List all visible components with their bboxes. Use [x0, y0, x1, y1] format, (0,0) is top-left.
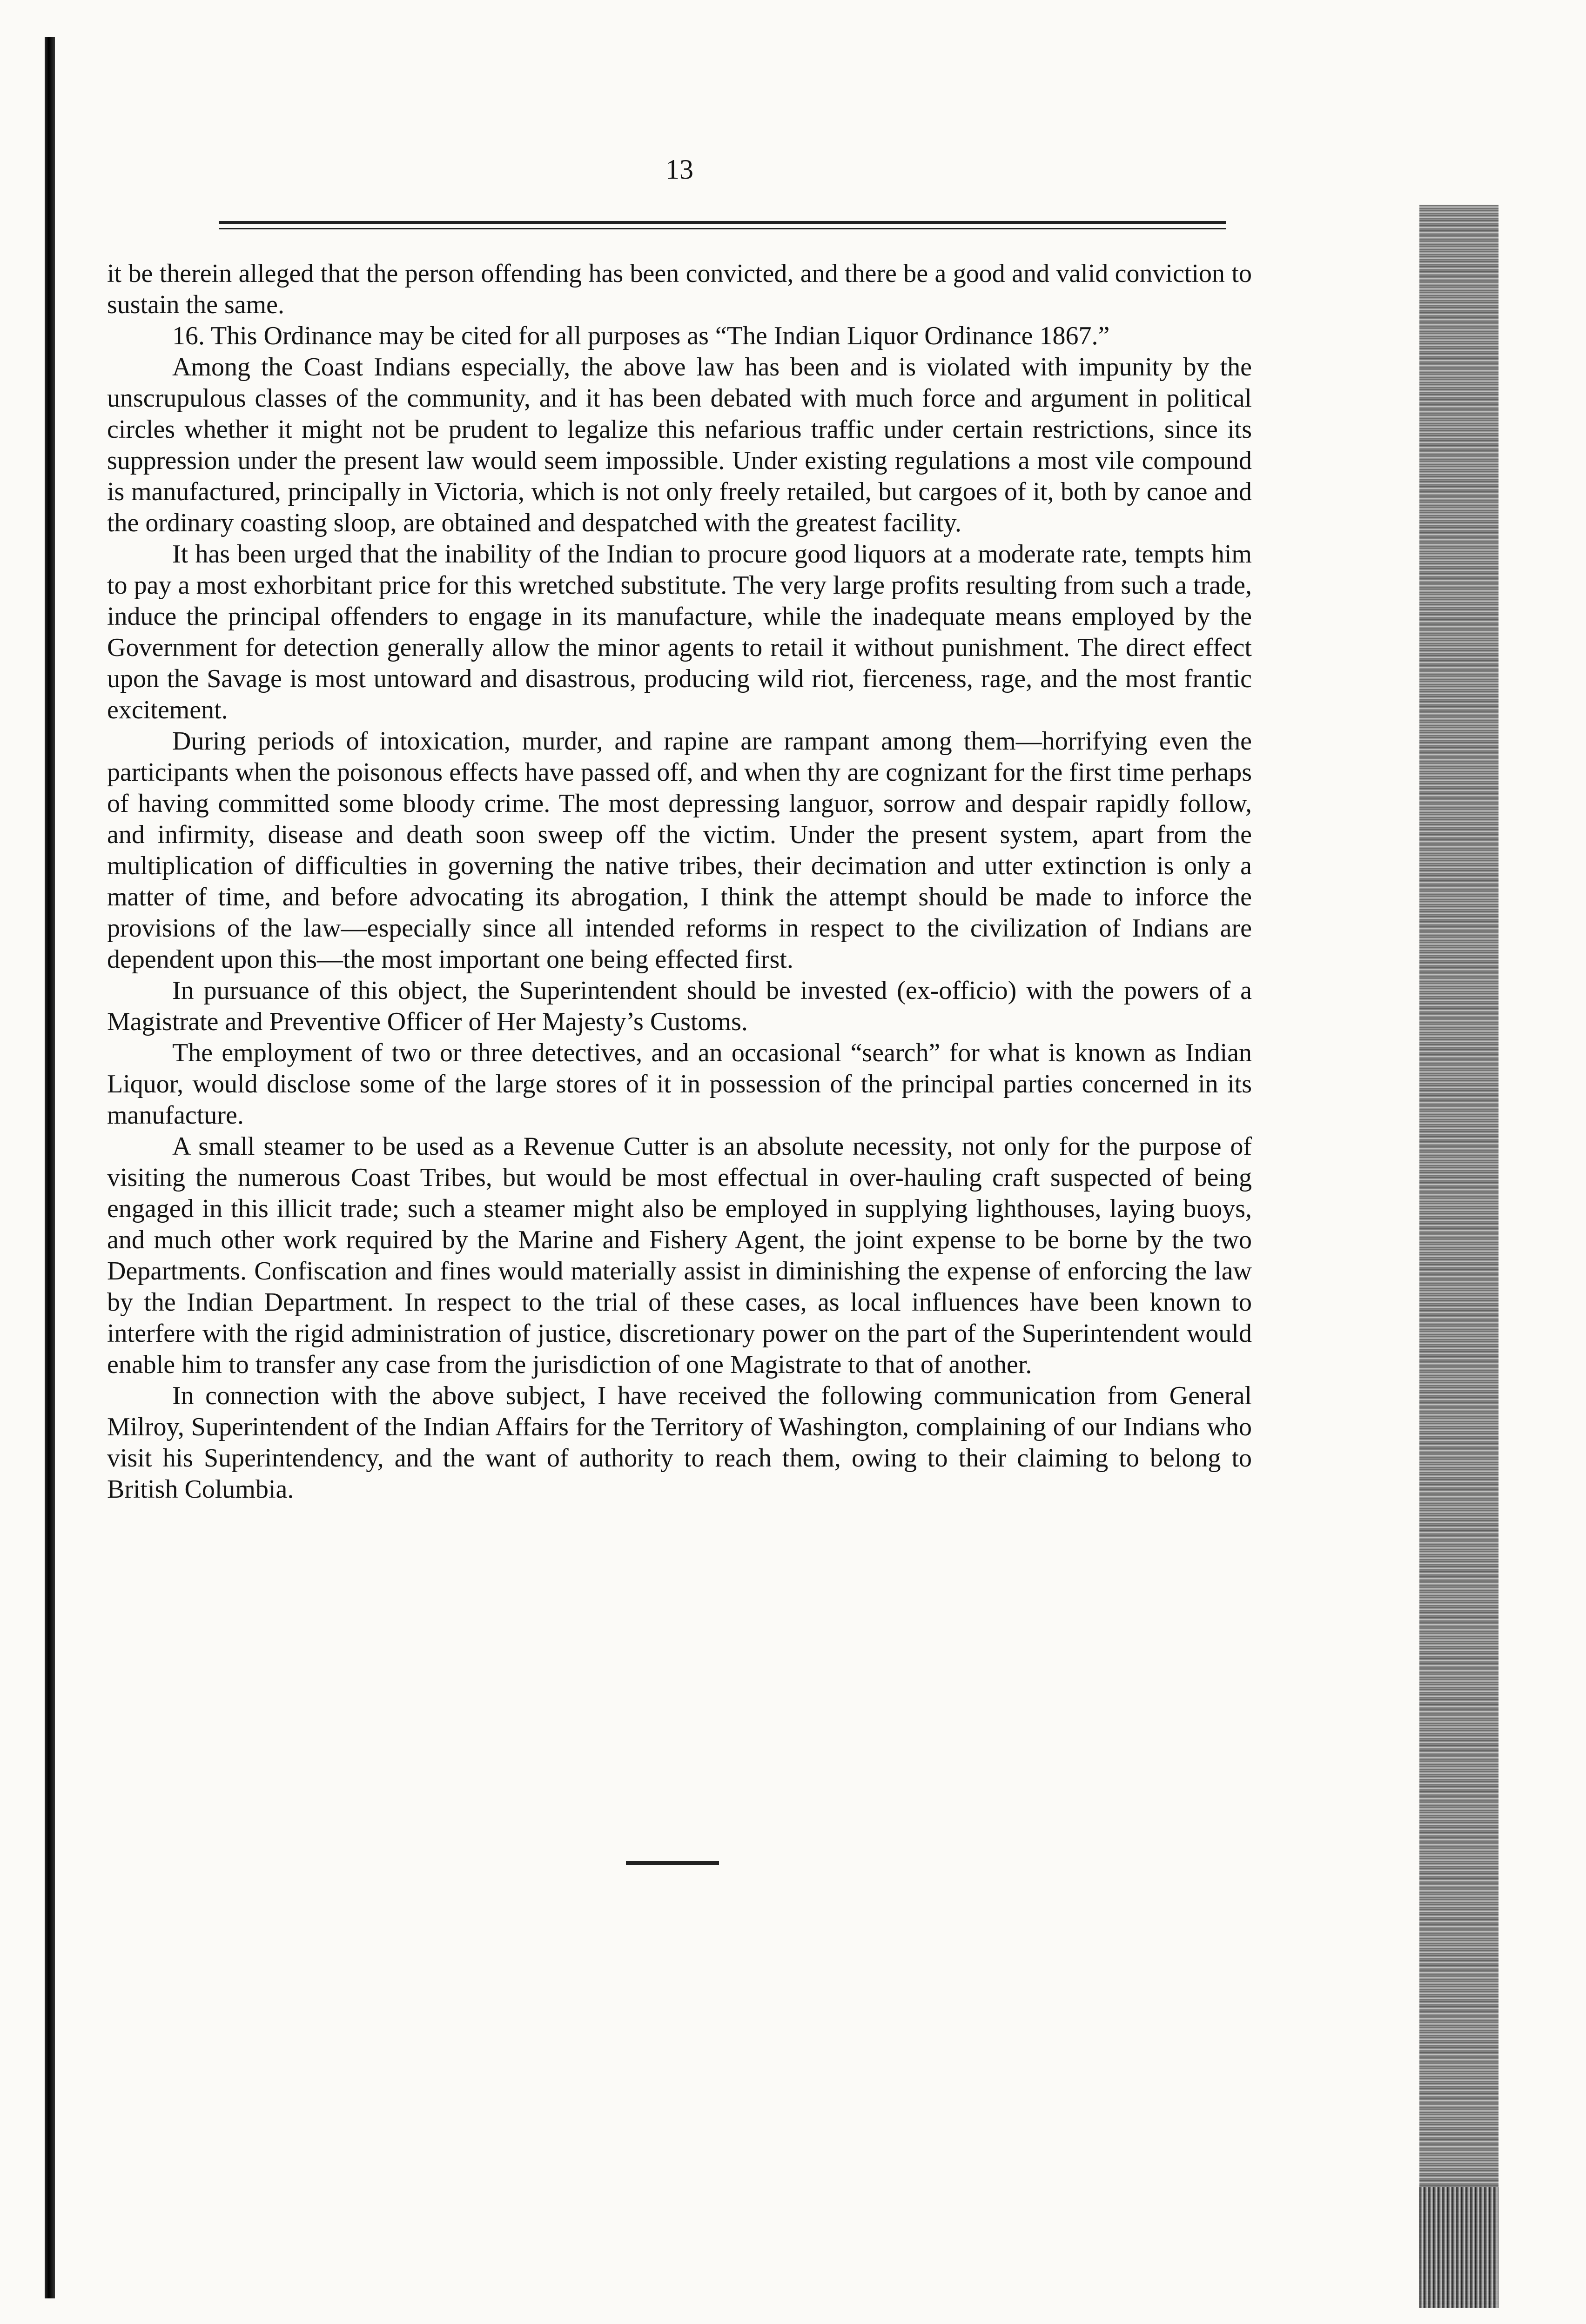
body-text — [107, 258, 1252, 1505]
paragraph: A small steamer to be used as a Revenue Cutter is an absolute necessity, not only for the purpose of visiting the numerous Coast Tribes, but would be most effectual in over-hauling craft suspected of being engaged in this illicit trade; such a steamer might also be employed in supplying lighthouses, laying buoys, and much other work required by the Marine and Fishery Agent, the joint expense to be borne by the two Departments. Confiscation and fines would materially assist in diminishing the expense of enforcing the law by the Indian Department. In respect to the trial of these cases, as local influences have been known to interfere with the rigid administration of justice, discretionary power on the part of the Superintendent would enable him to transfer any case from the jurisdiction of one Magistrate to that of another. — [107, 1132, 1252, 1379]
page-number: 13 — [665, 154, 693, 185]
page-right-edge-tail — [1419, 2187, 1499, 2308]
paragraph: 16. This Ordinance may be cited for all purposes as “The Indian Liquor Ordinance 1867.” — [172, 321, 1110, 350]
paragraph: It has been urged that the inability of the Indian to procure good liquors at a moderate rate, tempts him to pay a most exhorbitant price for this wretched substitute. The very large profits resulting from such a trade, induce the principal offenders to engage in its manufacture, while the inadequate means employed by the Government for detection generally allow the minor agents to retail it without punishment. The direct effect upon the Savage is most untoward and disastrous, producing wild riot, fierceness, rage, and the most frantic excitement. — [107, 540, 1252, 724]
paragraph: Among the Coast Indians especially, the above law has been and is violated with impunity by the unscrupulous classes of the community, and it has been debated with much force and argument in political circles whether it might not be prudent to legalize this nefarious traffic under certain restrictions, since its suppression under the present law would seem impossible. Under existing regulations a most vile compound is manufactured, principally in Victoria, which is not only freely retailed, but cargoes of it, both by canoe and the ordinary coasting sloop, are obtained and despatched with the greatest facility. — [107, 353, 1252, 537]
paragraph: it be therein alleged that the person offending has been convicted, and there be a good and valid conviction to sustain the same. — [107, 259, 1252, 319]
section-separator — [626, 1861, 719, 1865]
header-rule-thick — [219, 221, 1226, 224]
page-right-edge — [1419, 205, 1499, 2308]
header-rule-thin — [219, 228, 1226, 229]
page-binding-edge — [45, 37, 55, 2298]
paragraph: In connection with the above subject, I have received the following communication from General Milroy, Superintendent of the Indian Affairs for the Territory of Washington, complaining of our Indians who visit his Superintendency, and the want of authority to reach them, owing to their claiming to belong to British Columbia. — [107, 1381, 1252, 1504]
paragraph: The employment of two or three detectives, and an occasional “search” for what is known as Indian Liquor, would disclose some of the large stores of it in possession of the principal parties concerned in its manufacture. — [107, 1038, 1252, 1130]
paragraph: In pursuance of this object, the Superintendent should be invested (ex-officio) with the powers of a Magistrate and Preventive Officer of Her Majesty’s Customs. — [107, 976, 1252, 1036]
paragraph: During periods of intoxication, murder, and rapine are rampant among them—horrifying even the participants when the poisonous effects have passed off, and when thy are cognizant for the first time perhaps of having committed some bloody crime. The most depressing languor, sorrow and despair rapidly follow, and infirmity, disease and death soon sweep off the victim. Under the present system, apart from the multiplication of difficulties in governing the native tribes, their decimation and utter extinction is only a matter of time, and before advocating its abrogation, I think the attempt should be made to inforce the provisions of the law—especially since all intended reforms in respect to the civilization of Indians are dependent upon this—the most important one being effected first. — [107, 727, 1252, 974]
